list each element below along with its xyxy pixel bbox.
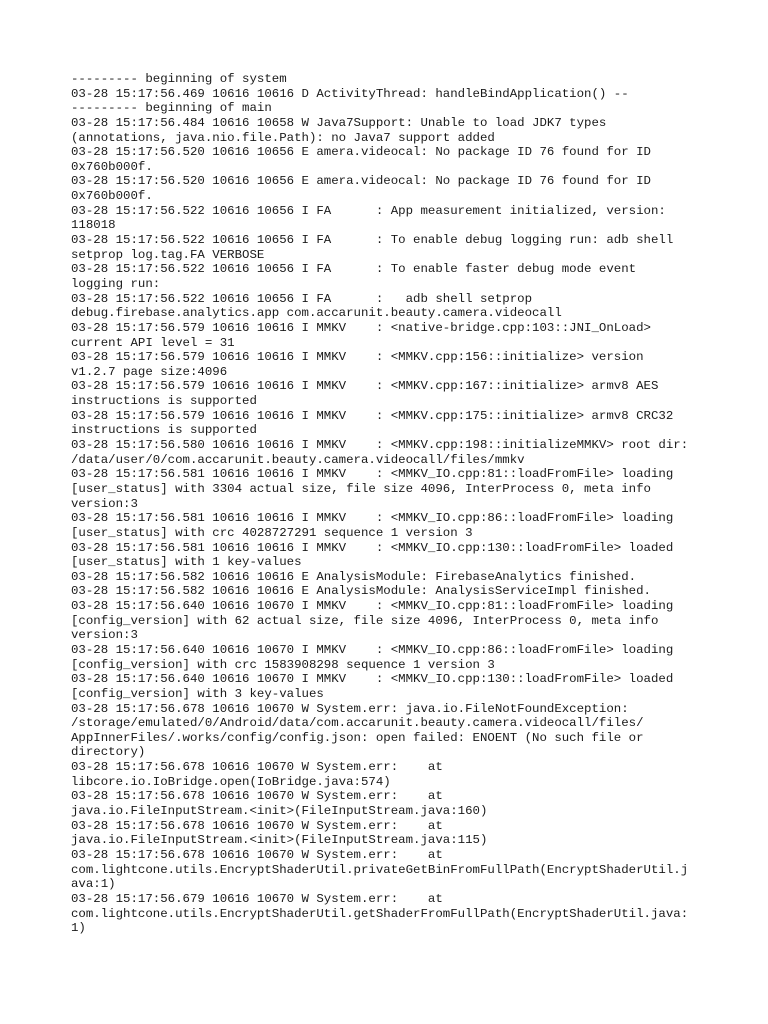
log-line: 118018: [71, 218, 116, 233]
log-line: version:3: [71, 628, 138, 643]
log-line: 03-28 15:17:56.640 10616 10670 I MMKV : <MMKV_IO.cpp:86::loadFromFile> loading: [71, 642, 674, 657]
log-line: --------- beginning of system: [71, 72, 287, 86]
log-line: 03-28 15:17:56.679 10616 10670 W System.err: at: [71, 891, 443, 906]
log-line: /storage/emulated/0/Android/data/com.accarunit.beauty.camera.videocall/files/: [71, 716, 644, 731]
log-line: 1): [71, 921, 86, 936]
log-line: [config_version] with 62 actual size, file size 4096, InterProcess 0, meta info: [71, 613, 659, 628]
log-line: 03-28 15:17:56.678 10616 10670 W System.err: at: [71, 818, 443, 833]
log-line: libcore.io.IoBridge.open(IoBridge.java:574): [71, 774, 391, 789]
log-line: /data/user/0/com.accarunit.beauty.camera.videocall/files/mmkv: [71, 452, 525, 467]
log-line: java.io.FileInputStream.<init>(FileInputStream.java:160): [71, 804, 488, 819]
log-line: logging run:: [71, 276, 161, 291]
log-line: 03-28 15:17:56.579 10616 10616 I MMKV : <MMKV.cpp:156::initialize> version: [71, 350, 644, 365]
log-line: debug.firebase.analytics.app com.accarunit.beauty.camera.videocall: [71, 306, 562, 321]
log-line: 03-28 15:17:56.581 10616 10616 I MMKV : <MMKV_IO.cpp:130::loadFromFile> loaded: [71, 540, 674, 555]
log-line: [user_status] with 3304 actual size, file size 4096, InterProcess 0, meta info: [71, 481, 651, 496]
log-line: directory): [71, 745, 146, 760]
log-line: com.lightcone.utils.EncryptShaderUtil.privateGetBinFromFullPath(EncryptShaderUtil.j: [71, 862, 689, 877]
log-line: instructions is supported: [71, 394, 257, 409]
log-line: [config_version] with crc 1583908298 sequence 1 version 3: [71, 657, 495, 672]
log-line: 03-28 15:17:56.522 10616 10656 I FA : adb shell setprop: [71, 291, 533, 306]
log-line: 0x760b000f.: [71, 159, 153, 174]
log-line: 03-28 15:17:56.582 10616 10616 E AnalysisModule: AnalysisServiceImpl finished.: [71, 584, 651, 599]
log-line: setprop log.tag.FA VERBOSE: [71, 247, 265, 262]
log-line: com.lightcone.utils.EncryptShaderUtil.getShaderFromFullPath(EncryptShaderUtil.java:: [71, 906, 689, 921]
log-line: 03-28 15:17:56.522 10616 10656 I FA : To enable faster debug mode event: [71, 262, 637, 277]
document-page: [71, 72, 711, 936]
log-line: --------- beginning of main: [71, 101, 272, 116]
log-line: 0x760b000f.: [71, 189, 153, 204]
log-line: 03-28 15:17:56.520 10616 10656 E amera.videocal: No package ID 76 found for ID: [71, 145, 651, 160]
log-line: 03-28 15:17:56.579 10616 10616 I MMKV : <MMKV.cpp:175::initialize> armv8 CRC32: [71, 408, 674, 423]
log-line: 03-28 15:17:56.678 10616 10670 W System.err: at: [71, 789, 443, 804]
log-text-block: [71, 72, 711, 936]
log-line: AppInnerFiles/.works/config/config.json: open failed: ENOENT (No such file or: [71, 730, 644, 745]
log-line: 03-28 15:17:56.678 10616 10670 W System.err: java.io.FileNotFoundException:: [71, 701, 629, 716]
log-line: 03-28 15:17:56.522 10616 10656 I FA : To enable debug logging run: adb shell: [71, 233, 674, 248]
log-line: [user_status] with 1 key-values: [71, 555, 302, 570]
log-line: 03-28 15:17:56.581 10616 10616 I MMKV : <MMKV_IO.cpp:81::loadFromFile> loading: [71, 467, 674, 482]
log-line: 03-28 15:17:56.581 10616 10616 I MMKV : <MMKV_IO.cpp:86::loadFromFile> loading: [71, 511, 674, 526]
log-line: version:3: [71, 496, 138, 511]
log-line: 03-28 15:17:56.640 10616 10670 I MMKV : <MMKV_IO.cpp:130::loadFromFile> loaded: [71, 672, 674, 687]
log-line: [user_status] with crc 4028727291 sequence 1 version 3: [71, 525, 473, 540]
log-line: 03-28 15:17:56.640 10616 10670 I MMKV : <MMKV_IO.cpp:81::loadFromFile> loading: [71, 599, 674, 614]
log-line: 03-28 15:17:56.678 10616 10670 W System.err: at: [71, 847, 443, 862]
log-line: 03-28 15:17:56.579 10616 10616 I MMKV : <native-bridge.cpp:103::JNI_OnLoad>: [71, 320, 651, 335]
log-line: 03-28 15:17:56.484 10616 10658 W Java7Support: Unable to load JDK7 types: [71, 115, 607, 130]
log-line: 03-28 15:17:56.678 10616 10670 W System.err: at: [71, 760, 443, 775]
log-line: 03-28 15:17:56.469 10616 10616 D ActivityThread: handleBindApplication() --: [71, 86, 629, 101]
log-line: [config_version] with 3 key-values: [71, 686, 324, 701]
log-line: 03-28 15:17:56.579 10616 10616 I MMKV : <MMKV.cpp:167::initialize> armv8 AES: [71, 379, 659, 394]
log-line: (annotations, java.nio.file.Path): no Java7 support added: [71, 130, 495, 145]
log-line: ava:1): [71, 877, 116, 892]
log-line: 03-28 15:17:56.582 10616 10616 E AnalysisModule: FirebaseAnalytics finished.: [71, 569, 637, 584]
log-line: instructions is supported: [71, 423, 257, 438]
log-line: java.io.FileInputStream.<init>(FileInputStream.java:115): [71, 833, 488, 848]
log-line: 03-28 15:17:56.580 10616 10616 I MMKV : <MMKV.cpp:198::initializeMMKV> root dir:: [71, 438, 689, 453]
log-line: 03-28 15:17:56.522 10616 10656 I FA : App measurement initialized, version:: [71, 203, 666, 218]
log-line: v1.2.7 page size:4096: [71, 364, 228, 379]
log-line: current API level = 31: [71, 335, 235, 350]
log-line: 03-28 15:17:56.520 10616 10656 E amera.videocal: No package ID 76 found for ID: [71, 174, 651, 189]
